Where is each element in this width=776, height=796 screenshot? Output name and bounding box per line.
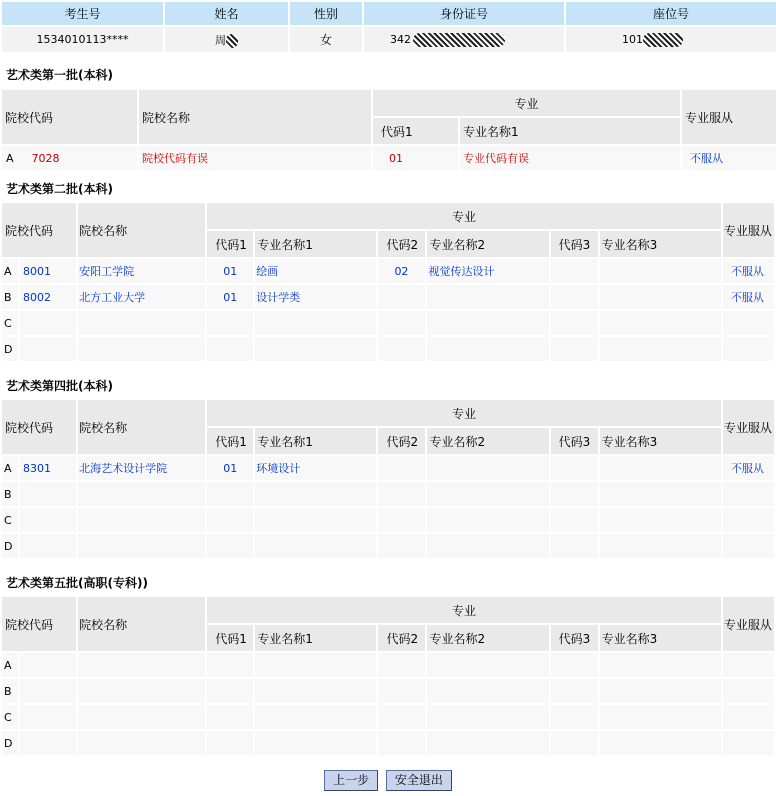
major-code1-cell: 01 [206,258,254,284]
code1-header: 代码1 [372,117,459,145]
school-code-header: 院校代码 [1,596,77,652]
table-row [1,678,775,704]
major-name2-header: 专业名称2 [426,230,549,258]
row-letter: D [1,336,19,362]
major-name2-cell: 视觉传达设计 [426,258,549,284]
school-name-header: 院校名称 [77,399,206,455]
major-code2-cell [377,704,426,730]
header-id-no: 身份证号 [363,1,565,26]
major-code1-cell [206,336,254,362]
obey-cell: 不服从 [722,284,775,310]
major-name3-cell [599,258,722,284]
major-code2-cell [377,533,426,559]
major-code1-cell: 01 [206,284,254,310]
major-code1-cell: 01 [206,455,254,481]
major-header: 专业 [206,202,722,230]
redaction-mark [643,33,683,47]
major-name3-cell [599,507,722,533]
id-no-value: 342 [363,26,565,53]
school-name-cell [77,507,206,533]
header-seat-no: 座位号 [565,1,776,26]
school-code-cell: 8002 [19,284,77,310]
code3-header: 代码3 [550,624,599,652]
school-code-cell: 8001 [19,258,77,284]
school-code-cell [19,481,77,507]
code2-header: 代码2 [377,230,426,258]
obey-cell [722,533,775,559]
major-name3-cell [599,678,722,704]
major-name1-header: 专业名称1 [254,427,377,455]
obey-cell [722,730,775,756]
school-name-cell [77,336,206,362]
major-name2-cell [426,481,549,507]
school-code-cell: 8301 [19,455,77,481]
major-code3-cell [550,533,599,559]
school-code-cell [19,730,77,756]
batch4-title: 艺术类第四批(本科) [6,379,113,393]
batch1-title: 艺术类第一批(本科) [6,68,113,82]
major-name1-cell [254,507,377,533]
batch5-table [0,595,776,757]
major-name2-cell [426,455,549,481]
major-code3-cell [550,481,599,507]
major-name3-header: 专业名称3 [599,427,722,455]
redaction-mark [413,33,505,47]
school-name-cell [77,310,206,336]
row-letter: D [1,533,19,559]
school-code-header: 院校代码 [1,89,138,145]
major-name1-header: 专业名称1 [254,230,377,258]
code3-header: 代码3 [550,230,599,258]
school-name-cell [77,704,206,730]
major-name1-cell [254,533,377,559]
obey-header: 专业服从 [681,89,776,145]
gender-value: 女 [289,26,363,53]
major-name1-cell [254,310,377,336]
candidate-info-table [0,0,776,54]
table-row [1,284,775,310]
row-letter: A [1,652,19,678]
major-code3-cell [550,730,599,756]
row-letter: C [1,704,19,730]
major-name3-cell [599,652,722,678]
batch1-table [0,88,776,172]
redaction-mark [226,34,238,48]
row-letter: A [1,258,19,284]
major-name3-header: 专业名称3 [599,624,722,652]
major-name3-cell [599,336,722,362]
row-letter: B [1,284,19,310]
obey-header: 专业服从 [722,399,775,455]
school-name-cell [77,481,206,507]
school-code-header: 院校代码 [1,202,77,258]
table-row [1,704,775,730]
code1-header: 代码1 [206,624,254,652]
batch2-title: 艺术类第二批(本科) [6,182,113,196]
major-code1-cell [206,678,254,704]
table-row [1,481,775,507]
obey-header: 专业服从 [722,596,775,652]
obey-cell [722,652,775,678]
table-row-cell: A 7028 [1,145,138,171]
major-code3-cell [550,284,599,310]
obey-cell: 不服从 [722,455,775,481]
obey-cell [722,507,775,533]
major-code1-cell [206,507,254,533]
school-name-header: 院校名称 [138,89,372,145]
major-code1-cell [206,730,254,756]
school-name-cell [77,533,206,559]
major-code3-cell [550,336,599,362]
row-letter: B [1,481,19,507]
school-code-cell [19,533,77,559]
school-code-cell [19,310,77,336]
obey-cell [722,336,775,362]
school-name-cell [77,652,206,678]
major-name1-cell [254,678,377,704]
table-row [1,533,775,559]
major-name2-header: 专业名称2 [426,624,549,652]
header-exam-no: 考生号 [1,1,164,26]
button-bar [0,770,776,791]
seat-no-value: 101 [565,26,776,53]
table-row [1,310,775,336]
code3-header: 代码3 [550,427,599,455]
school-code-cell [19,704,77,730]
major-code2-cell [377,284,426,310]
school-name-cell: 北海艺术设计学院 [77,455,206,481]
major-code2-cell [377,678,426,704]
batch5-title: 艺术类第五批(高职(专科)) [6,576,148,590]
code1-header: 代码1 [206,230,254,258]
major-header: 专业 [206,399,722,427]
major-name1-cell: 环境设计 [254,455,377,481]
table-row [1,652,775,678]
major-name2-cell [426,730,549,756]
major-code3-cell [550,258,599,284]
obey-cell [722,481,775,507]
major-name1-header: 专业名称1 [459,117,681,145]
major-name3-cell [599,704,722,730]
school-code-header: 院校代码 [1,399,77,455]
major-code1-cell [206,704,254,730]
major-code3-cell [550,310,599,336]
safe-exit-button[interactable]: 安全退出 [386,770,452,791]
major-code2-cell: 02 [377,258,426,284]
major-name3-cell [599,481,722,507]
table-row-cell: 不服从 [681,145,776,171]
major-name2-cell [426,336,549,362]
code2-header: 代码2 [377,624,426,652]
major-name3-cell [599,284,722,310]
major-code3-cell [550,455,599,481]
major-code3-cell [550,704,599,730]
table-row-cell: 院校代码有误 [138,145,372,171]
obey-cell [722,310,775,336]
major-code3-cell [550,678,599,704]
obey-cell [722,704,775,730]
major-name1-header: 专业名称1 [254,624,377,652]
table-row [1,507,775,533]
major-name2-cell [426,678,549,704]
row-letter: C [1,507,19,533]
major-name2-cell [426,284,549,310]
table-row-cell: 01 [372,145,459,171]
major-name3-cell [599,455,722,481]
code1-header: 代码1 [206,427,254,455]
school-name-header: 院校名称 [77,596,206,652]
major-name1-cell [254,704,377,730]
code2-header: 代码2 [377,427,426,455]
major-code2-cell [377,455,426,481]
school-code-cell [19,652,77,678]
school-code-cell [19,507,77,533]
major-code2-cell [377,730,426,756]
header-name: 姓名 [164,1,289,26]
row-letter: D [1,730,19,756]
major-name1-cell [254,652,377,678]
header-gender: 性别 [289,1,363,26]
obey-cell [722,678,775,704]
major-name2-cell [426,310,549,336]
obey-cell: 不服从 [722,258,775,284]
major-code1-cell [206,652,254,678]
school-code-cell [19,336,77,362]
school-name-cell [77,730,206,756]
school-name-header: 院校名称 [77,202,206,258]
previous-step-button[interactable]: 上一步 [324,770,378,791]
school-name-cell: 北方工业大学 [77,284,206,310]
major-name2-cell [426,507,549,533]
major-name1-cell [254,481,377,507]
major-code2-cell [377,310,426,336]
major-code3-cell [550,652,599,678]
major-code2-cell [377,507,426,533]
row-letter: A [1,455,19,481]
major-name2-cell [426,704,549,730]
row-letter: C [1,310,19,336]
major-code2-cell [377,336,426,362]
major-name1-cell [254,730,377,756]
major-name2-header: 专业名称2 [426,427,549,455]
table-row [1,258,775,284]
major-code1-cell [206,310,254,336]
major-name1-cell: 绘画 [254,258,377,284]
major-header: 专业 [372,89,681,117]
name-value: 周 [164,26,289,53]
major-code1-cell [206,533,254,559]
batch4-table [0,398,776,560]
table-row-cell: 专业代码有误 [459,145,681,171]
major-code2-cell [377,652,426,678]
major-name3-cell [599,533,722,559]
major-name3-cell [599,310,722,336]
major-name2-cell [426,652,549,678]
table-row [1,455,775,481]
school-name-cell: 安阳工学院 [77,258,206,284]
major-name1-cell: 设计学类 [254,284,377,310]
table-row [1,336,775,362]
obey-header: 专业服从 [722,202,775,258]
school-code-cell [19,678,77,704]
major-name1-cell [254,336,377,362]
major-code1-cell [206,481,254,507]
major-name3-cell [599,730,722,756]
batch2-table [0,201,776,363]
major-name2-cell [426,533,549,559]
major-name3-header: 专业名称3 [599,230,722,258]
school-name-cell [77,678,206,704]
table-row [1,730,775,756]
row-letter: B [1,678,19,704]
exam-no-value: 1534010113**** [1,26,164,53]
major-code3-cell [550,507,599,533]
major-header: 专业 [206,596,722,624]
major-code2-cell [377,481,426,507]
